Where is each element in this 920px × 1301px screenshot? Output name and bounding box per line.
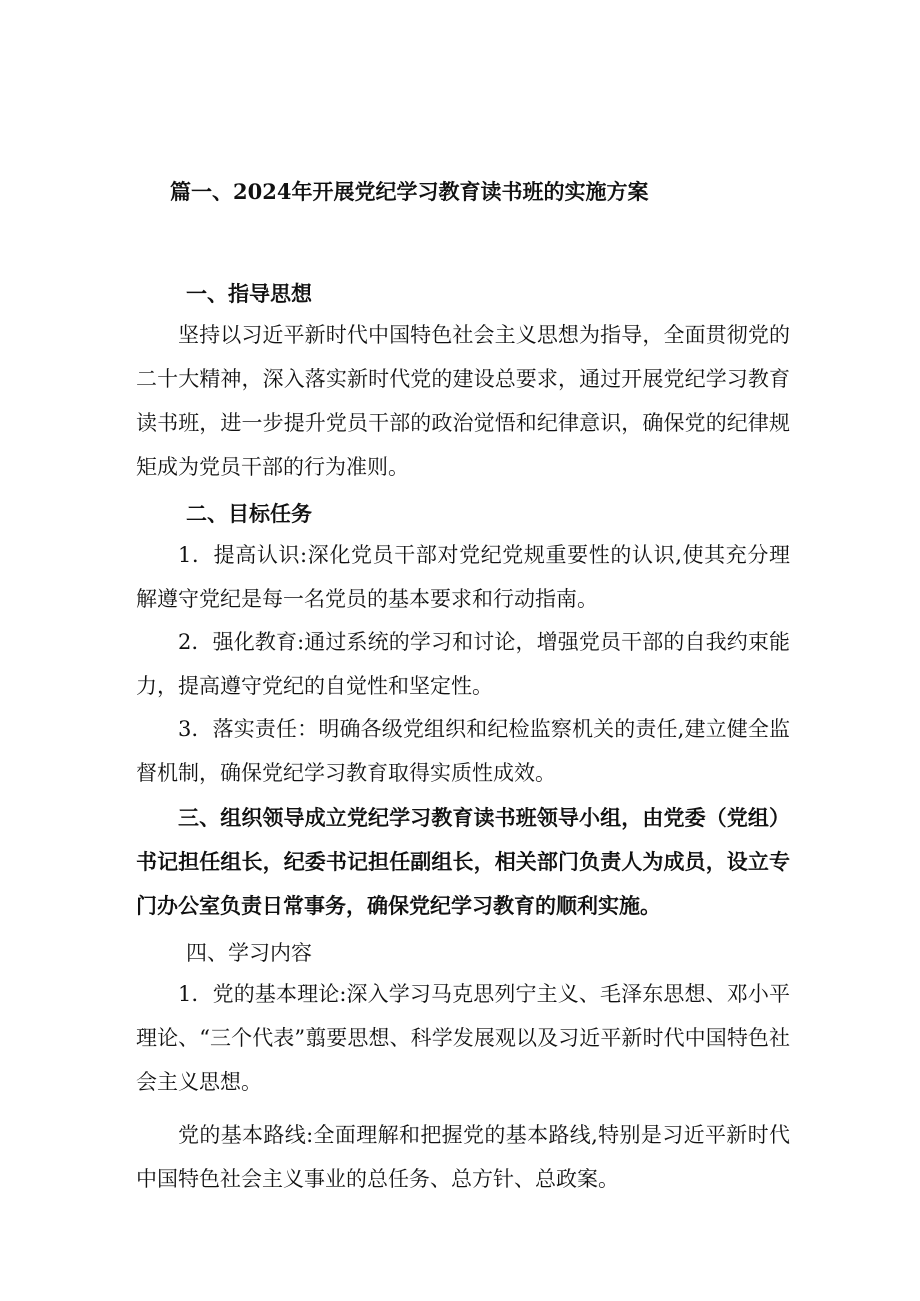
section-heading-goals: 二、目标任务 <box>186 501 312 526</box>
section-heading-study-content: 四、学习内容 <box>186 941 312 965</box>
paragraph-study-content-2: 党的基本路线:全面理解和把握党的基本路线,特别是习近平新时代中国特色社会主义事业的总任务、总方针、总政案。 <box>136 1123 790 1191</box>
paragraph-goal-2: 2．强化教育:通过系统的学习和讨论，增强党员干部的自我约束能力，提高遵守党纪的自觉性和坚定性。 <box>136 630 790 698</box>
section-heading-guiding-ideology: 一、指导思想 <box>186 281 312 306</box>
paragraph-guiding-ideology: 坚持以习近平新时代中国特色社会主义思想为指导，全面贯彻党的二十大精神，深入落实新时代党的建设总要求，通过开展党纪学习教育读书班，进一步提升党员干部的政治觉悟和纪律意识，确保党的纪律规矩成为党员干部的行为准则。 <box>136 323 790 479</box>
paragraph-goal-1: 1．提高认识:深化党员干部对党纪党规重要性的认识,使其充分理解遵守党纪是每一名党员的基本要求和行动指南。 <box>136 543 790 611</box>
paragraph-goal-3: 3．落实责任：明确各级党组织和纪检监察机关的责任,建立健全监督机制，确保党纪学习教育取得实质性成效。 <box>136 717 790 785</box>
paragraph-organization-leadership: 三、组织领导成立党纪学习教育读书班领导小组，由党委（党组）书记担任组长，纪委书记担任副组长，相关部门负责人为成员，设立专门办公室负责日常事务，确保党纪学习教育的顺利实施。 <box>136 805 790 918</box>
paragraph-study-content-1: 1．党的基本理论:深入学习马克思列宁主义、毛泽东思想、邓小平理论、“三个代表”翦要思想、科学发展观以及习近平新时代中国特色社会主义思想。 <box>136 982 790 1094</box>
document-title: 篇一、2024年开展党纪学习教育读书班的实施方案 <box>170 179 649 204</box>
